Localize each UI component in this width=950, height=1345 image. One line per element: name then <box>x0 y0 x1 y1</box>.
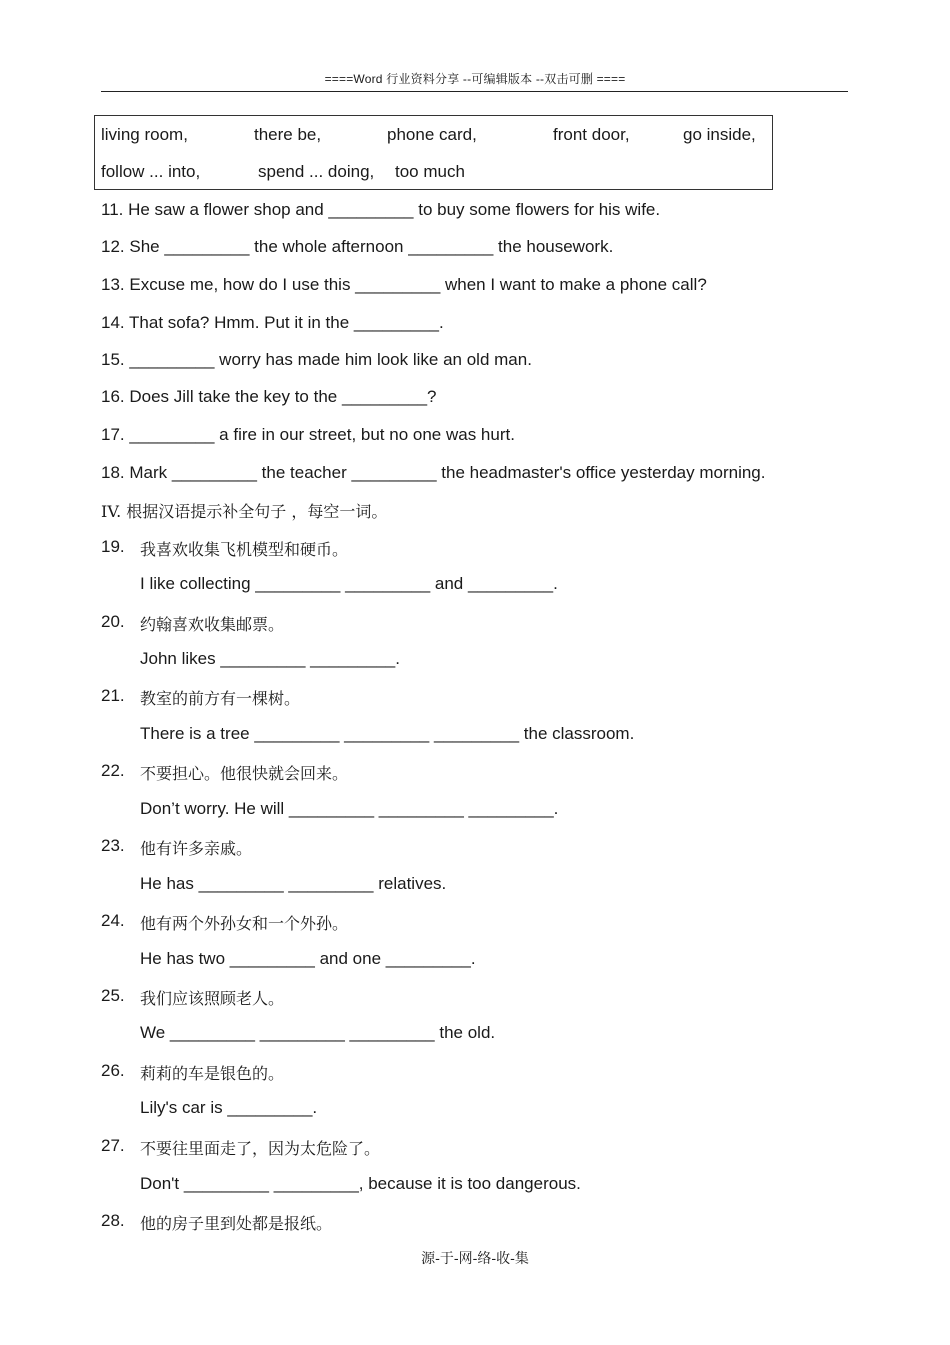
item-english: Don't _________ _________, because it is too dangerous. <box>140 1174 581 1193</box>
item-number: 27. <box>101 1136 125 1155</box>
item-english: Don’t worry. He will _________ _________ _________. <box>140 799 559 818</box>
word-bank-item: living room, <box>101 125 188 144</box>
item-english: Lily's car is _________. <box>140 1098 318 1117</box>
question-line: 18. Mark _________ the teacher _________ the headmaster's office yesterday morning. <box>101 463 766 482</box>
word-bank-box <box>94 115 773 190</box>
item-chinese: 他的房子里到处都是报纸。 <box>140 1214 333 1233</box>
word-bank-item: go inside, <box>683 125 756 144</box>
item-chinese: 不要往里面走了，因为太危险了。 <box>140 1139 381 1158</box>
item-number: 24. <box>101 911 125 930</box>
item-english: He has two _________ and one _________. <box>140 949 476 968</box>
question-line: 11. He saw a flower shop and _________ to buy some flowers for his wife. <box>101 200 661 219</box>
item-number: 26. <box>101 1061 125 1080</box>
page-footer: 源-于-网-络-收-集 <box>421 1251 529 1267</box>
question-line: 14. That sofa? Hmm. Put it in the _________. <box>101 313 444 332</box>
item-chinese: 我喜欢收集飞机模型和硬币。 <box>140 540 349 559</box>
item-english: John likes _________ _________. <box>140 649 400 668</box>
item-number: 22. <box>101 761 125 780</box>
word-bank-item: too much <box>395 162 465 181</box>
item-english: There is a tree _________ _________ _________ the classroom. <box>140 724 635 743</box>
question-line: 13. Excuse me, how do I use this _________ when I want to make a phone call? <box>101 275 707 294</box>
word-bank-item: front door, <box>553 125 630 144</box>
item-number: 28. <box>101 1211 125 1230</box>
item-number: 19. <box>101 537 125 556</box>
page-header: ====Word 行业资料分享 --可编辑版本 --双击可删 ==== <box>324 72 626 86</box>
item-number: 23. <box>101 836 125 855</box>
word-bank-item: there be, <box>254 125 322 144</box>
item-english: We _________ _________ _________ the old. <box>140 1023 496 1042</box>
item-chinese: 他有两个外孙女和一个外孙。 <box>140 914 349 933</box>
question-line: 15. _________ worry has made him look like an old man. <box>101 350 532 369</box>
item-chinese: 教室的前方有一棵树。 <box>140 689 301 708</box>
item-number: 25. <box>101 986 125 1005</box>
question-line: 12. She _________ the whole afternoon _________ the housework. <box>101 237 614 256</box>
item-chinese: 不要担心。他很快就会回来。 <box>140 764 349 783</box>
item-chinese: 莉莉的车是银色的。 <box>140 1064 285 1083</box>
item-number: 20. <box>101 612 125 631</box>
item-chinese: 他有许多亲戚。 <box>140 839 253 858</box>
item-english: I like collecting _________ _________ and _________. <box>140 574 558 593</box>
section-heading: IV. 根据汉语提示补全句子 ，每空一词。 <box>101 502 388 521</box>
item-number: 21. <box>101 686 125 705</box>
item-chinese: 约翰喜欢收集邮票。 <box>140 615 285 634</box>
question-line: 16. Does Jill take the key to the _________? <box>101 387 437 406</box>
item-english: He has _________ _________ relatives. <box>140 874 447 893</box>
question-line: 17. _________ a fire in our street, but no one was hurt. <box>101 425 515 444</box>
header-divider <box>101 91 848 92</box>
item-chinese: 我们应该照顾老人。 <box>140 989 285 1008</box>
word-bank-item: phone card, <box>387 125 477 144</box>
word-bank-item: follow ... into, <box>101 162 201 181</box>
word-bank-item: spend ... doing, <box>258 162 375 181</box>
